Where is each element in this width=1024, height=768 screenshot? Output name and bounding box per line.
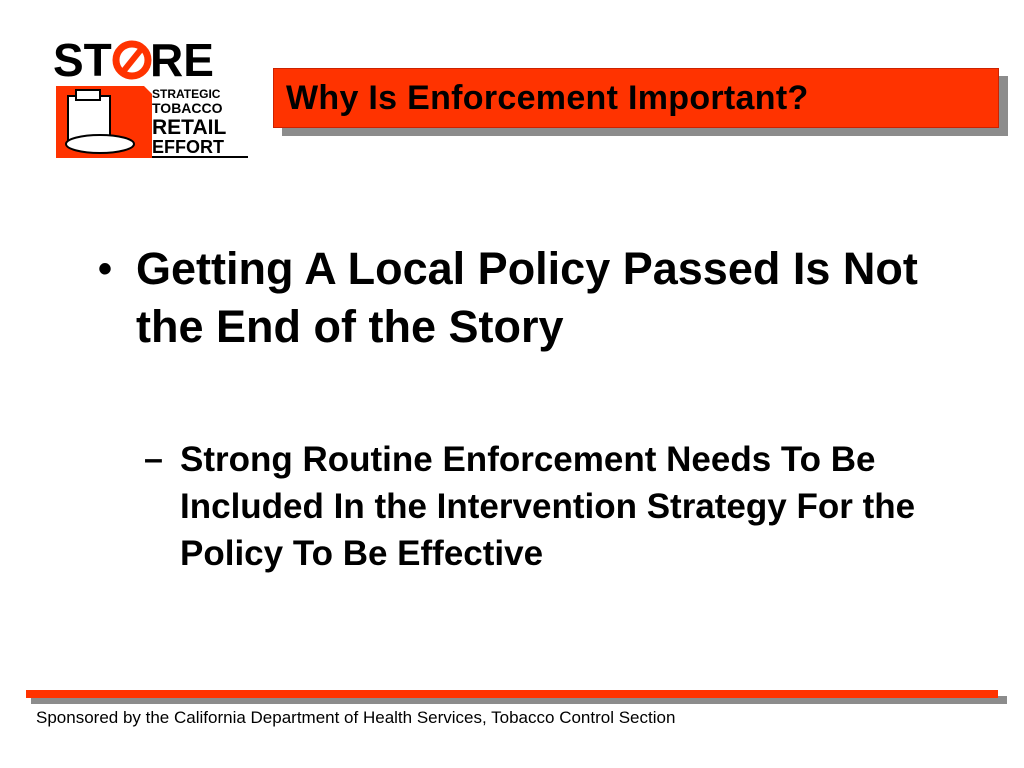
bullet-text: Getting A Local Policy Passed Is Not the End of the Story xyxy=(136,243,918,352)
bullet-item xyxy=(98,240,978,356)
sub-bullet-item xyxy=(144,436,964,577)
store-logo-graphic xyxy=(52,38,252,162)
slide-title: Why Is Enforcement Important? xyxy=(286,78,809,117)
footer-sponsor-text: Sponsored by the California Department of Health Services, Tobacco Control Section xyxy=(36,708,676,727)
title-banner xyxy=(273,68,999,128)
logo-line-strategic: STRATEGIC xyxy=(152,87,221,101)
logo-line-effort: EFFORT xyxy=(152,137,224,157)
store-logo xyxy=(52,38,252,162)
logo-line-tobacco: TOBACCO xyxy=(152,100,223,116)
logo-line-retail: RETAIL xyxy=(152,116,227,139)
logo-word-st: ST xyxy=(53,38,112,86)
logo-word-re: RE xyxy=(150,38,214,86)
logo-no-symbol-slash xyxy=(122,47,143,73)
sub-bullet-marker: – xyxy=(144,440,163,478)
sub-bullet-text: Strong Routine Enforcement Needs To Be Included In the Intervention Strategy For the Policy To Be Effective xyxy=(180,440,916,573)
logo-pack-lid xyxy=(76,90,100,100)
logo-tray-icon xyxy=(66,135,134,153)
footer-rule xyxy=(26,690,998,698)
bullet-marker: • xyxy=(98,247,113,291)
